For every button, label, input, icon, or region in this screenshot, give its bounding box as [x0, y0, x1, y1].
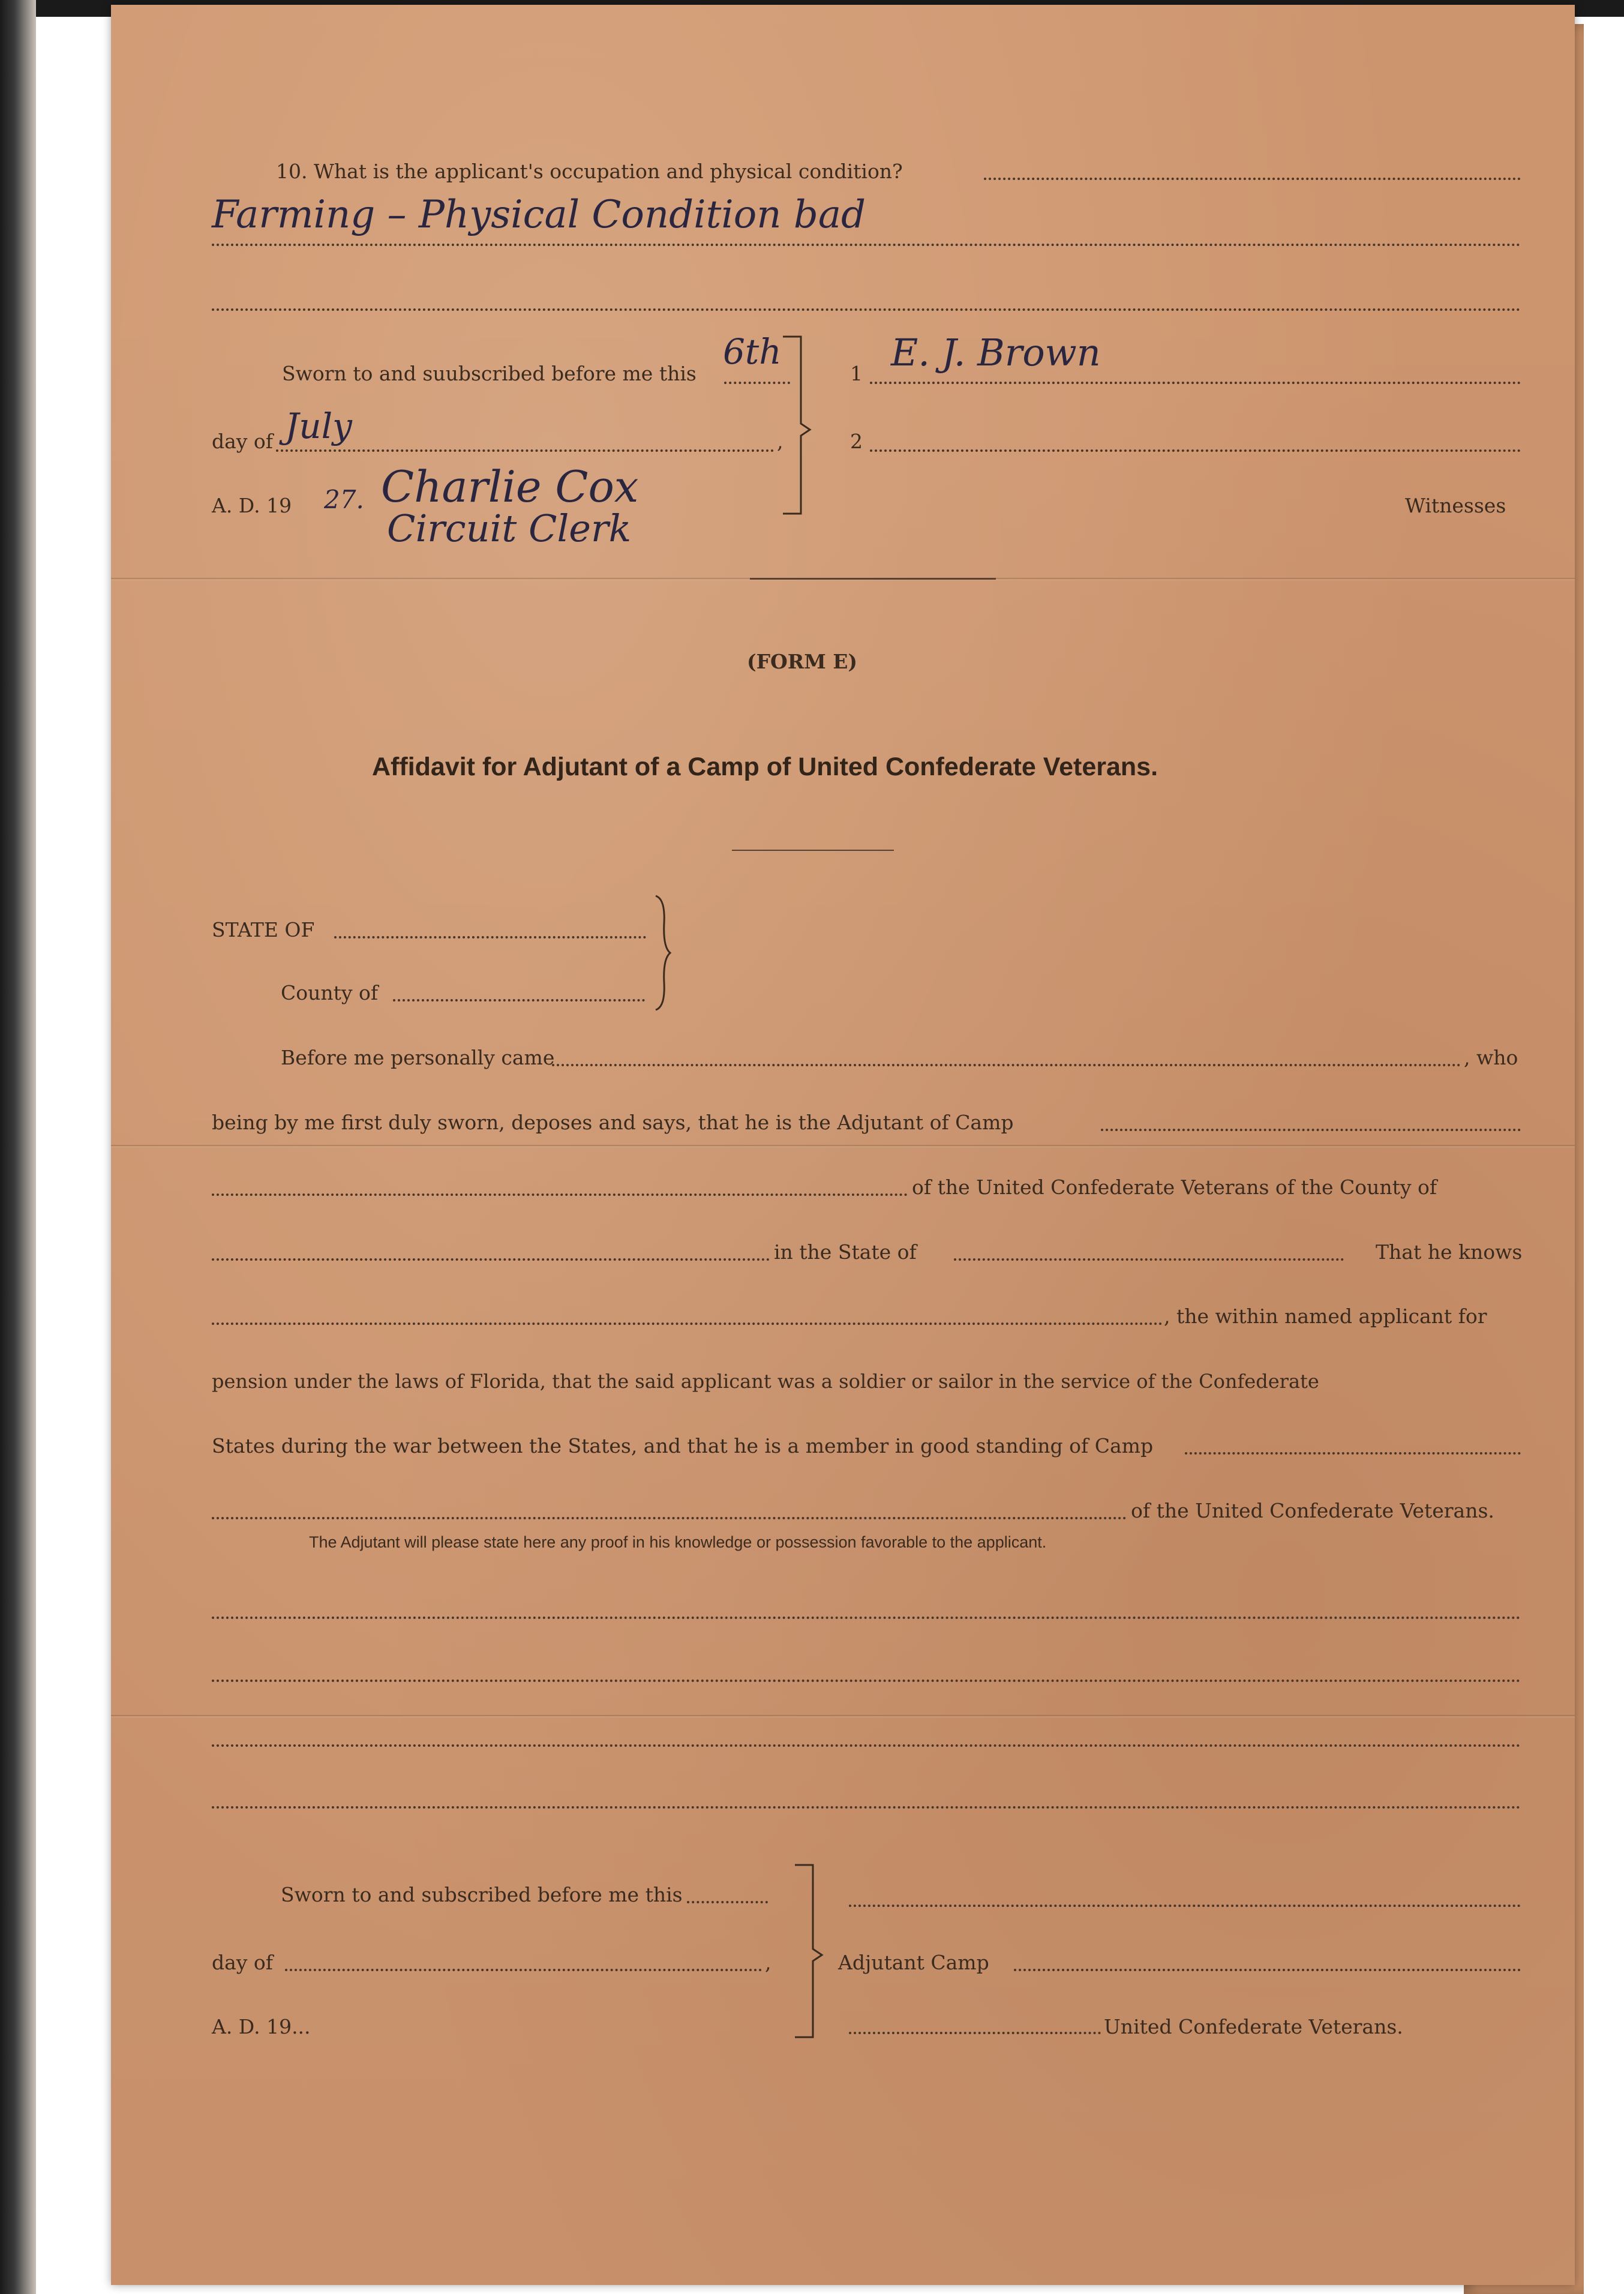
- year-handwritten: 27.: [324, 485, 364, 514]
- fold-crease-middle: [111, 1145, 1575, 1147]
- document-page: [111, 5, 1575, 2285]
- answer-dotted-line: [984, 174, 1521, 180]
- clerk-title: Circuit Clerk: [387, 506, 632, 550]
- day-of-line-bottom: [285, 1965, 762, 1971]
- witness-1-signature: E. J. Brown: [891, 331, 1101, 374]
- day-of-line-top: [276, 446, 774, 452]
- form-label: (FORM E): [747, 650, 857, 673]
- witnesses-label: Witnesses: [1405, 494, 1506, 517]
- form-title: Affidavit for Adjutant of a Camp of United Confederate Veterans.: [372, 752, 1158, 781]
- day-of-label-top: day of: [212, 430, 274, 453]
- adjutant-camp-line: [1014, 1965, 1521, 1971]
- section-divider: [750, 578, 996, 580]
- scan-left-edge: [0, 0, 36, 2294]
- sworn-day-handwritten: 6th: [723, 331, 782, 372]
- county-of-label: County of: [281, 981, 379, 1004]
- proof-line-3: [212, 1741, 1521, 1747]
- ucv-line: [849, 2028, 1101, 2034]
- body-line-4-end: That he knows: [1376, 1240, 1523, 1264]
- body-line-8-dots: [212, 1513, 1127, 1519]
- answer-handwritten: Farming – Physical Condition bad: [212, 193, 866, 237]
- body-line-8: of the United Confederate Veterans.: [1131, 1499, 1494, 1522]
- county-of-line: [393, 995, 645, 1001]
- body-line-1-dots: [552, 1060, 1461, 1066]
- day-of-handwritten: July: [285, 406, 352, 446]
- fold-crease-lower: [111, 1715, 1575, 1717]
- adjutant-signature-line: [849, 1901, 1521, 1907]
- body-line-4-dots-b: [954, 1255, 1344, 1261]
- proof-line-1: [212, 1613, 1521, 1619]
- witness-1-line: [870, 378, 1521, 384]
- body-line-5: , the within named applicant for: [1164, 1305, 1487, 1328]
- witness-2-number: 2: [850, 430, 863, 453]
- year-label-top: A. D. 19: [212, 494, 292, 517]
- title-rule: [732, 850, 894, 851]
- state-of-label: STATE OF: [212, 918, 315, 941]
- witness-bracket: [777, 334, 813, 520]
- ucv-label: United Confederate Veterans.: [1104, 2015, 1403, 2038]
- sworn-label-bottom: Sworn to and subscribed before me this: [281, 1883, 683, 1906]
- body-line-1-end: , who: [1464, 1046, 1518, 1069]
- body-line-7-dots: [1185, 1449, 1521, 1455]
- proof-line-4: [212, 1803, 1521, 1809]
- answer-line-1: [212, 240, 1521, 246]
- body-line-3: of the United Confederate Veterans of the County of: [912, 1176, 1437, 1199]
- question-10: 10. What is the applicant's occupation and physical condition?: [276, 160, 903, 183]
- body-line-3-dots: [212, 1190, 908, 1196]
- body-line-2-dots: [1101, 1125, 1521, 1131]
- day-of-label-bottom: day of: [212, 1951, 274, 1974]
- signature-bracket: [789, 1862, 825, 2042]
- proof-line-2: [212, 1676, 1521, 1682]
- body-line-5-dots: [212, 1319, 1163, 1325]
- adjutant-camp-label: Adjutant Camp: [838, 1951, 989, 1974]
- answer-line-2: [212, 305, 1521, 311]
- state-of-line: [334, 932, 646, 938]
- witness-1-number: 1: [850, 362, 863, 385]
- body-line-2: being by me first duly sworn, deposes and says, that he is the Adjutant of Camp: [212, 1111, 1014, 1134]
- witness-2-line: [870, 446, 1521, 452]
- clerk-signature: Charlie Cox: [381, 461, 639, 512]
- body-line-4-dots-a: [212, 1255, 770, 1261]
- adjutant-note: The Adjutant will please state here any proof in his knowledge or possession favorable to the applicant.: [309, 1533, 1047, 1551]
- body-line-4-mid: in the State of: [774, 1240, 917, 1264]
- state-county-brace: [651, 893, 675, 1013]
- sworn-day-line-bottom: [687, 1897, 768, 1903]
- comma-bottom: ,: [765, 1951, 772, 1974]
- sworn-label-top: Sworn to and suubscribed before me this: [282, 362, 697, 385]
- body-line-6: pension under the laws of Florida, that the said applicant was a soldier or sailor in the service of the Confederate: [212, 1370, 1319, 1393]
- body-line-1-start: Before me personally came: [281, 1046, 555, 1069]
- comma-top: ,: [777, 430, 784, 453]
- year-label-bottom: A. D. 19...: [212, 2015, 311, 2038]
- body-line-7: States during the war between the States, and that he is a member in good standing of Camp: [212, 1434, 1154, 1458]
